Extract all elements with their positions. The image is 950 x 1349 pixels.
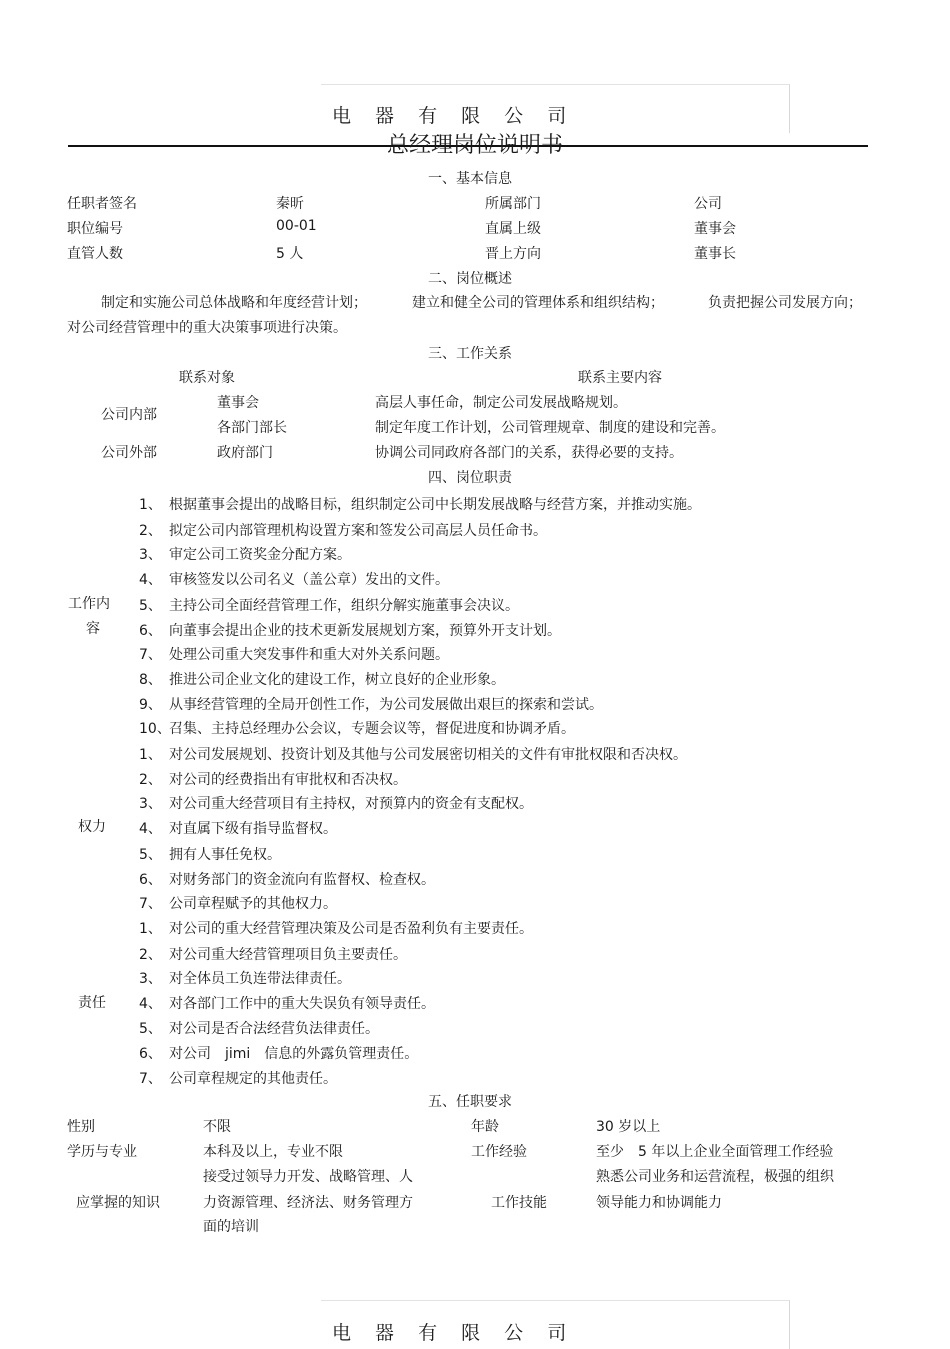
list-item: 召集、主持总经理办公会议，专题会议等，督促进度和协调矛盾。 [169,721,575,737]
work-content-label: 工作内 [68,596,110,612]
list-number: 4、 [139,572,162,588]
section-duties: 四、岗位职责 [428,470,512,486]
overview-line-1a: 制定和实施公司总体战略和年度经营计划； [101,295,367,311]
relations-content: 协调公司同政府各部门的关系，获得必要的支持。 [375,445,683,461]
basic-label: 任职者签名 [67,196,137,212]
list-number: 4、 [139,996,162,1012]
list-number: 3、 [139,796,162,812]
list-item: 拟定公司内部管理机构设置方案和签发公司高层人员任命书。 [169,523,547,539]
overview-line-1b: 建立和健全公司的管理体系和组织结构； [412,295,664,311]
experience-label: 工作经验 [471,1144,527,1160]
relations-target: 各部门部长 [217,420,287,436]
basic-value: 秦昕 [276,196,304,212]
list-item: 对公司的经费指出有审批权和否决权。 [169,772,407,788]
list-item: 对公司发展规划、投资计划及其他与公司发展密切相关的文件有审批权限和否决权。 [169,747,687,763]
basic-value: 公司 [694,196,722,212]
skill-label: 工作技能 [491,1195,547,1211]
list-number: 5、 [139,847,162,863]
list-item: 对公司重大经营项目有主持权，对预算内的资金有支配权。 [169,796,533,812]
list-item: 对公司是否合法经营负法律责任。 [169,1021,379,1037]
basic-label: 职位编号 [67,221,123,237]
power-label: 权力 [78,819,106,835]
list-item: 对各部门工作中的重大失误负有领导责任。 [169,996,435,1012]
list-item: 处理公司重大突发事件和重大对外关系问题。 [169,647,449,663]
gender-label: 性别 [67,1119,95,1135]
skill-line: 领导能力和协调能力 [596,1195,722,1211]
relations-col1-header: 联系对象 [179,370,235,386]
relations-content: 制定年度工作计划，公司管理规章、制度的建设和完善。 [375,420,725,436]
age-label: 年龄 [471,1119,499,1135]
list-number: 6、 [139,872,162,888]
overview-line-1c: 负责把握公司发展方向； [708,295,862,311]
list-item: 审定公司工资奖金分配方案。 [169,547,351,563]
basic-label: 直管人数 [67,246,123,262]
list-item: 对公司 jimi 信息的外露负管理责任。 [169,1046,419,1062]
list-number: 3、 [139,971,162,987]
list-item: 公司章程规定的其他责任。 [169,1071,337,1087]
list-number: 3、 [139,547,162,563]
list-item: 审核签发以公司名义（盖公章）发出的文件。 [169,572,449,588]
relations-target: 政府部门 [217,445,273,461]
age-value: 30 岁以上 [596,1119,661,1135]
list-item: 从事经营管理的全局开创性工作，为公司发展做出艰巨的探索和尝试。 [169,697,603,713]
relations-external-label: 公司外部 [101,445,157,461]
basic-value: 00-01 [276,218,317,234]
list-number: 2、 [139,772,162,788]
education-value: 本科及以上，专业不限 [203,1144,343,1160]
skill-line: 熟悉公司业务和运营流程，极强的组织 [596,1169,834,1185]
list-number: 6、 [139,1046,162,1062]
knowledge-line: 力资源管理、经济法、财务管理方 [203,1195,413,1211]
knowledge-line: 接受过领导力开发、战略管理、人 [203,1169,413,1185]
list-item: 主持公司全面经营管理工作，组织分解实施董事会决议。 [169,598,519,614]
relations-content: 高层人事任命，制定公司发展战略规划。 [375,395,627,411]
basic-value: 董事会 [694,221,736,237]
list-number: 8、 [139,672,162,688]
list-number: 1、 [139,497,162,513]
relations-target: 董事会 [217,395,259,411]
list-item: 公司章程赋予的其他权力。 [169,896,337,912]
list-number: 7、 [139,896,162,912]
relations-col2-header: 联系主要内容 [578,370,662,386]
list-number: 5、 [139,1021,162,1037]
list-number: 7、 [139,647,162,663]
header-company: 电 器 有 限 公 司 [332,105,576,127]
list-number: 9、 [139,697,162,713]
basic-label: 晋上方向 [485,246,541,262]
responsibility-label: 责任 [78,995,106,1011]
list-item: 对公司重大经营管理项目负主要责任。 [169,947,407,963]
list-number: 6、 [139,623,162,639]
list-item: 对全体员工负连带法律责任。 [169,971,351,987]
list-number: 1、 [139,921,162,937]
education-label: 学历与专业 [67,1144,137,1160]
list-item: 对公司的重大经营管理决策及公司是否盈利负有主要责任。 [169,921,533,937]
basic-value: 5 人 [276,246,304,262]
experience-value: 至少 5 年以上企业全面管理工作经验 [596,1144,834,1160]
list-item: 对直属下级有指导监督权。 [169,821,337,837]
list-number: 2、 [139,523,162,539]
overview-line-2: 对公司经营管理中的重大决策事项进行决策。 [67,320,347,336]
list-number: 10、 [139,721,171,737]
list-item: 根据董事会提出的战略目标，组织制定公司中长期发展战略与经营方案，并推动实施。 [169,497,701,513]
section-overview: 二、岗位概述 [428,271,512,287]
list-item: 对财务部门的资金流向有监督权、检查权。 [169,872,435,888]
footer-company: 电 器 有 限 公 司 [332,1322,576,1344]
list-number: 1、 [139,747,162,763]
page-title: 总经理岗位说明书 [386,133,563,158]
section-requirements: 五、任职要求 [428,1094,512,1110]
basic-label: 所属部门 [485,196,541,212]
basic-label: 直属上级 [485,221,541,237]
list-item: 推进公司企业文化的建设工作，树立良好的企业形象。 [169,672,505,688]
section-relations: 三、工作关系 [428,346,512,362]
list-number: 7、 [139,1071,162,1087]
knowledge-label: 应掌握的知识 [76,1195,160,1211]
list-number: 2、 [139,947,162,963]
list-item: 向董事会提出企业的技术更新发展规划方案，预算外开支计划。 [169,623,561,639]
knowledge-line: 面的培训 [203,1219,259,1235]
relations-internal-label: 公司内部 [101,407,157,423]
list-item: 拥有人事任免权。 [169,847,281,863]
basic-value: 董事长 [694,246,736,262]
list-number: 4、 [139,821,162,837]
section-basic-info: 一、基本信息 [428,171,512,187]
list-number: 5、 [139,598,162,614]
work-content-label-2: 容 [86,621,100,637]
gender-value: 不限 [203,1119,231,1135]
